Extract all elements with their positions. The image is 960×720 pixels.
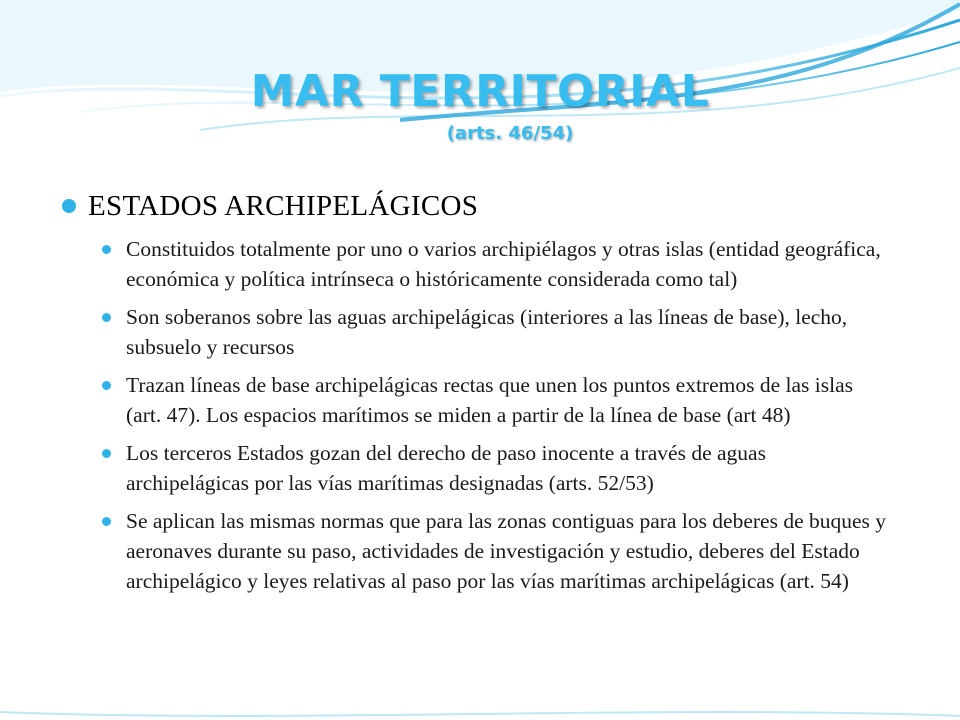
- list-item-text: Trazan líneas de base archipelágicas rectas que unen los puntos extremos de las islas (art. 47). Los espacios marítimos se miden a partir de la línea de base (art 48): [126, 373, 853, 427]
- slide-subtitle: (arts. 46/54): [446, 123, 574, 144]
- title-block: [0, 64, 960, 146]
- bullet-dot-icon: [62, 199, 76, 213]
- bullet-dot-icon: [102, 313, 111, 322]
- slide-content: [62, 186, 912, 604]
- list-item: [102, 506, 892, 596]
- bullet-dot-icon: [102, 449, 111, 458]
- heading-row: [62, 186, 912, 226]
- list-item: [102, 438, 892, 498]
- list-item-text: Los terceros Estados gozan del derecho de paso inocente a través de aguas archipelágicas por las vías marítimas designadas (arts. 52/53): [126, 441, 766, 495]
- slide-title: MAR TERRITORIAL: [250, 66, 710, 117]
- list-item-text: Se aplican las mismas normas que para las zonas contiguas para los deberes de buques y aeronaves durante su paso, actividades de investigación y estudio, deberes del Estado archipelágico y leyes relativas al paso por las vías marítimas archipelágicas (art. 54): [126, 509, 887, 593]
- list-item-text: Son soberanos sobre las aguas archipelágicas (interiores a las líneas de base), lecho, subsuelo y recursos: [126, 305, 848, 359]
- bullet-dot-icon: [102, 517, 111, 526]
- section-heading: ESTADOS ARCHIPELÁGICOS: [88, 189, 479, 222]
- bullet-list: [102, 234, 892, 596]
- list-item: [102, 234, 892, 294]
- list-item: [102, 302, 892, 362]
- list-item: [102, 370, 892, 430]
- list-item-text: Constituidos totalmente por uno o varios archipiélagos y otras islas (entidad geográfica, económica y política intrínseca o históricamente considerada como tal): [126, 237, 881, 291]
- bullet-dot-icon: [102, 381, 111, 390]
- bullet-dot-icon: [102, 245, 111, 254]
